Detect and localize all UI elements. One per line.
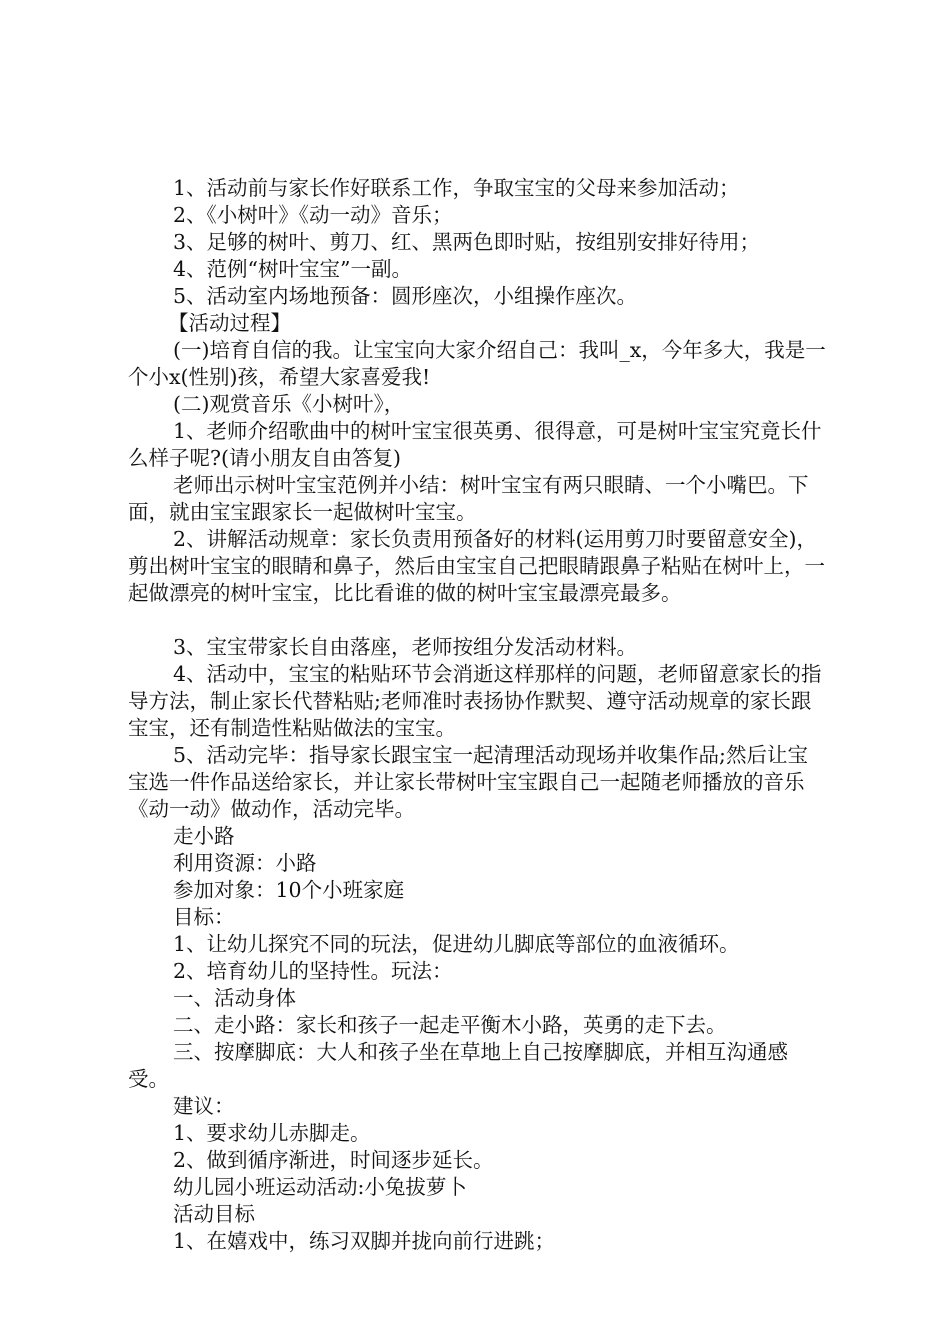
paragraph: 活动目标	[173, 1202, 255, 1226]
paragraph: 1、活动前与家长作好联系工作，争取宝宝的父母来参加活动；	[173, 176, 740, 200]
document-body	[128, 175, 828, 1255]
paragraph: 利用资源：小路	[173, 851, 317, 875]
paragraph: 2、做到循序渐进，时间逐步延长。	[173, 1148, 494, 1172]
paragraph: 3、足够的树叶、剪刀、红、黑两色即时贴，按组别安排好待用；	[173, 230, 761, 254]
paragraph: 2、讲解活动规章：家长负责用预备好的材料(运用剪刀时要留意安全)，剪出树叶宝宝的眼睛和鼻子，然后由宝宝自己把眼睛跟鼻子粘贴在树叶上，一起做漂亮的树叶宝宝，比比看谁的做的树叶宝宝最漂亮最多。	[128, 527, 825, 605]
section-title: 走小路	[173, 824, 235, 848]
paragraph: 二、走小路：家长和孩子一起走平衡木小路，英勇的走下去。	[173, 1013, 727, 1037]
paragraph: 5、活动室内场地预备：圆形座次，小组操作座次。	[173, 284, 638, 308]
paragraph: 5、活动完毕：指导家长跟宝宝一起清理活动现场并收集作品;然后让宝宝选一件作品送给家长，并让家长带树叶宝宝跟自己一起随老师播放的音乐《动一动》做动作，活动完毕。	[128, 743, 808, 821]
paragraph: 1、让幼儿探究不同的玩法，促进幼儿脚底等部位的血液循环。	[173, 932, 740, 956]
paragraph: 建议：	[173, 1094, 235, 1118]
paragraph: (二)观赏音乐《小树叶》，	[173, 392, 405, 416]
paragraph: 一、活动身体	[173, 986, 296, 1010]
paragraph: 1、在嬉戏中，练习双脚并拢向前行进跳；	[173, 1229, 556, 1253]
paragraph: 目标：	[173, 905, 235, 929]
paragraph: 1、要求幼儿赤脚走。	[173, 1121, 371, 1145]
paragraph: 老师出示树叶宝宝范例并小结：树叶宝宝有两只眼睛、一个小嘴巴。下面，就由宝宝跟家长一起做树叶宝宝。	[128, 473, 809, 524]
paragraph: 参加对象：10个小班家庭	[173, 878, 405, 902]
paragraph: 4、活动中，宝宝的粘贴环节会消逝这样那样的问题，老师留意家长的指导方法，制止家长代替粘贴;老师准时表扬协作默契、遵守活动规章的家长跟宝宝，还有制造性粘贴做法的宝宝。	[128, 662, 822, 740]
paragraph: 三、按摩脚底：大人和孩子坐在草地上自己按摩脚底，并相互沟通感受。	[128, 1040, 788, 1091]
paragraph: (一)培育自信的我。让宝宝向大家介绍自己：我叫_x，今年多大，我是一个小x(性别)孩，希望大家喜爱我!	[128, 338, 826, 389]
paragraph: 1、老师介绍歌曲中的树叶宝宝很英勇、很得意，可是树叶宝宝究竟长什么样子呢?(请小朋友自由答复)	[128, 419, 822, 470]
section-heading: 【活动过程】	[168, 311, 291, 335]
section-title: 幼儿园小班运动活动:小兔拔萝卜	[173, 1175, 467, 1199]
paragraph: 2、《小树叶》《动一动》音乐；	[173, 203, 453, 227]
paragraph: 2、培育幼儿的坚持性。玩法：	[173, 959, 453, 983]
paragraph: 4、范例“树叶宝宝”一副。	[173, 257, 413, 281]
blank-line	[128, 607, 828, 634]
paragraph: 3、宝宝带家长自由落座，老师按组分发活动材料。	[173, 635, 638, 659]
